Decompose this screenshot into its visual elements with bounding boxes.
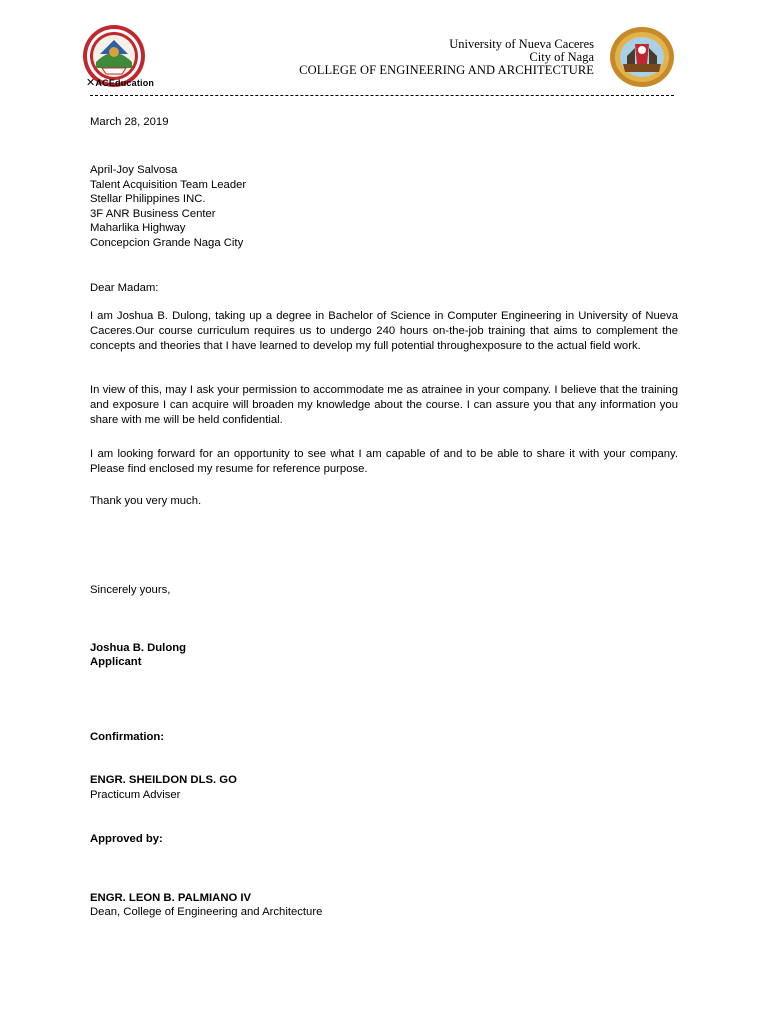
adviser-name: ENGR. SHEILDON DLS. GO (90, 774, 237, 786)
university-name: University of Nueva Caceres (449, 37, 594, 51)
city-name: City of Naga (529, 50, 594, 64)
signatory-role: Applicant (90, 656, 142, 668)
recipient-address-line: Maharlika Highway (90, 222, 186, 235)
salutation: Dear Madam: (90, 282, 159, 294)
body-paragraph: I am looking forward for an opportunity to see what I am capable of and to be able to share it with your company. Please find enclosed my resume for reference purpose. (90, 448, 678, 475)
recipient-name: April-Joy Salvosa (90, 164, 178, 176)
letterhead (299, 38, 594, 77)
signatory-name: Joshua B. Dulong (90, 642, 187, 654)
adviser-role: Practicum Adviser (90, 789, 181, 801)
recipient-company: Stellar Philippines INC. (90, 193, 206, 206)
college-seal-logo (609, 26, 675, 88)
body-paragraph: In view of this, may I ask your permission to accommodate me as atrainee in your company. I believe that the training and exposure I can acquire will broaden my knowledge about the course. I can assure you that any information you share with me will be held confidential. (90, 384, 678, 426)
recipient-address-line: 3F ANR Business Center (90, 207, 216, 220)
recipient-address-line: Concepcion Grande Naga City (90, 236, 244, 249)
body-paragraph: I am Joshua B. Dulong, taking up a degree in Bachelor of Science in Computer Engineering in University of Nueva Caceres.Our course curriculum requires us to undergo 240 hours on-the-job training that aims to complement the concepts and theories that I have learned to develop my full potential throughexposure to the actual field work. (90, 310, 678, 352)
dean-name: ENGR. LEON B. PALMIANO IV (90, 892, 252, 904)
recipient-address (90, 163, 246, 251)
dean-role: Dean, College of Engineering and Architecture (90, 906, 323, 918)
header-divider (90, 95, 674, 96)
recipient-title: Talent Acquisition Team Leader (90, 178, 247, 191)
aceducation-logo: ✕ACEducation (86, 77, 155, 89)
college-name: COLLEGE OF ENGINEERING AND ARCHITECTURE (299, 63, 594, 77)
confirmation-label: Confirmation: (90, 731, 165, 743)
closing-line: Sincerely yours, (90, 584, 171, 596)
approved-label: Approved by: (90, 833, 163, 845)
thanks-line: Thank you very much. (90, 495, 202, 507)
letter-date: March 28, 2019 (90, 116, 169, 128)
